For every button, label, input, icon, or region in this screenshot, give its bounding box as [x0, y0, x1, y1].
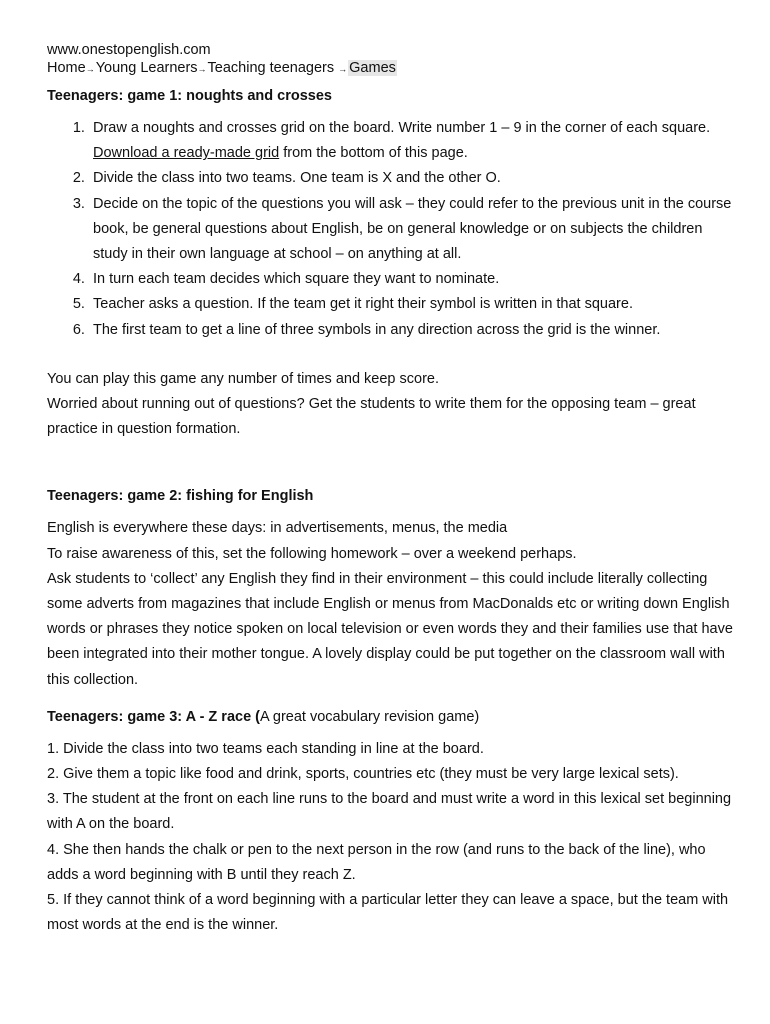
- breadcrumb-teaching-teenagers[interactable]: Teaching teenagers: [207, 60, 335, 76]
- game1-steps: [47, 116, 737, 343]
- breadcrumb-home[interactable]: Home: [47, 60, 86, 76]
- game2-paragraph: Ask students to ‘collect’ any English they find in their environment – this could include literally collecting some adverts from magazines that include English or menus from MacDonalds etc or writing down English words or phrases they notice spoken on local television or even words they and their families use that have been integrated into their mother tongue. A lovely display could be put together on the classroom wall with this collection.: [47, 570, 733, 688]
- list-item: 3. Decide on the topic of the questions you will ask – they could refer to the previous unit in the course book, be general questions about English, be on general knowledge or on subjects the children study in their own language at school – on anything at all.: [93, 192, 737, 268]
- step-text: Draw a noughts and crosses grid on the board. Write number 1 – 9 in the corner of each square.: [93, 120, 711, 136]
- document-page: [47, 41, 737, 938]
- breadcrumb-arrow-icon: →: [85, 64, 95, 74]
- site-url: www.onestopenglish.com: [47, 42, 211, 58]
- breadcrumb-arrow-icon: →: [338, 64, 348, 74]
- game1-note: You can play this game any number of times and keep score.: [47, 370, 439, 387]
- breadcrumb-young-learners[interactable]: Young Learners: [95, 60, 198, 76]
- download-grid-link[interactable]: Download a ready-made grid: [93, 145, 280, 162]
- game2-paragraph: To raise awareness of this, set the following homework – over a weekend perhaps.: [47, 545, 577, 562]
- breadcrumb: [47, 59, 737, 78]
- breadcrumb-games[interactable]: Games: [349, 60, 396, 76]
- game2-paragraph: English is everywhere these days: in advertisements, menus, the media: [47, 520, 508, 537]
- game3-step: 1. Divide the class into two teams each standing in line at the board.: [47, 740, 484, 757]
- game3-heading: [47, 707, 737, 727]
- list-item: 6. The first team to get a line of three symbols in any direction across the grid is the winner.: [93, 318, 737, 343]
- game3-subtitle: A great vocabulary revision game): [260, 708, 480, 725]
- game3-step: 4. She then hands the chalk or pen to the next person in the row (and runs to the back of the line), who adds a word beginning with B until they reach Z.: [47, 841, 706, 883]
- list-item: 2. Divide the class into two teams. One team is X and the other O.: [93, 166, 737, 191]
- list-item: [93, 116, 737, 166]
- game1-tip: Worried about running out of questions? Get the students to write them for the opposing team – great practice in question formation.: [47, 396, 696, 438]
- game2-heading: Teenagers: game 2: fishing for English: [47, 488, 314, 505]
- list-item: 5. Teacher asks a question. If the team get it right their symbol is written in that square.: [93, 292, 737, 317]
- list-item: 4. In turn each team decides which square they want to nominate.: [93, 267, 737, 292]
- game3-title: Teenagers: game 3: A - Z race (: [47, 708, 261, 725]
- step-text: from the bottom of this page.: [279, 145, 468, 162]
- game3-step: 5. If they cannot think of a word beginning with a particular letter they can leave a space, but the team with most words at the end is the winner.: [47, 892, 729, 934]
- game1-heading: Teenagers: game 1: noughts and crosses: [47, 88, 332, 104]
- game3-step: 3. The student at the front on each line runs to the board and must write a word in this lexical set beginning with A on the board.: [47, 791, 732, 833]
- game3-step: 2. Give them a topic like food and drink, sports, countries etc (they must be very large lexical sets).: [47, 766, 679, 783]
- breadcrumb-arrow-icon: →: [197, 64, 207, 74]
